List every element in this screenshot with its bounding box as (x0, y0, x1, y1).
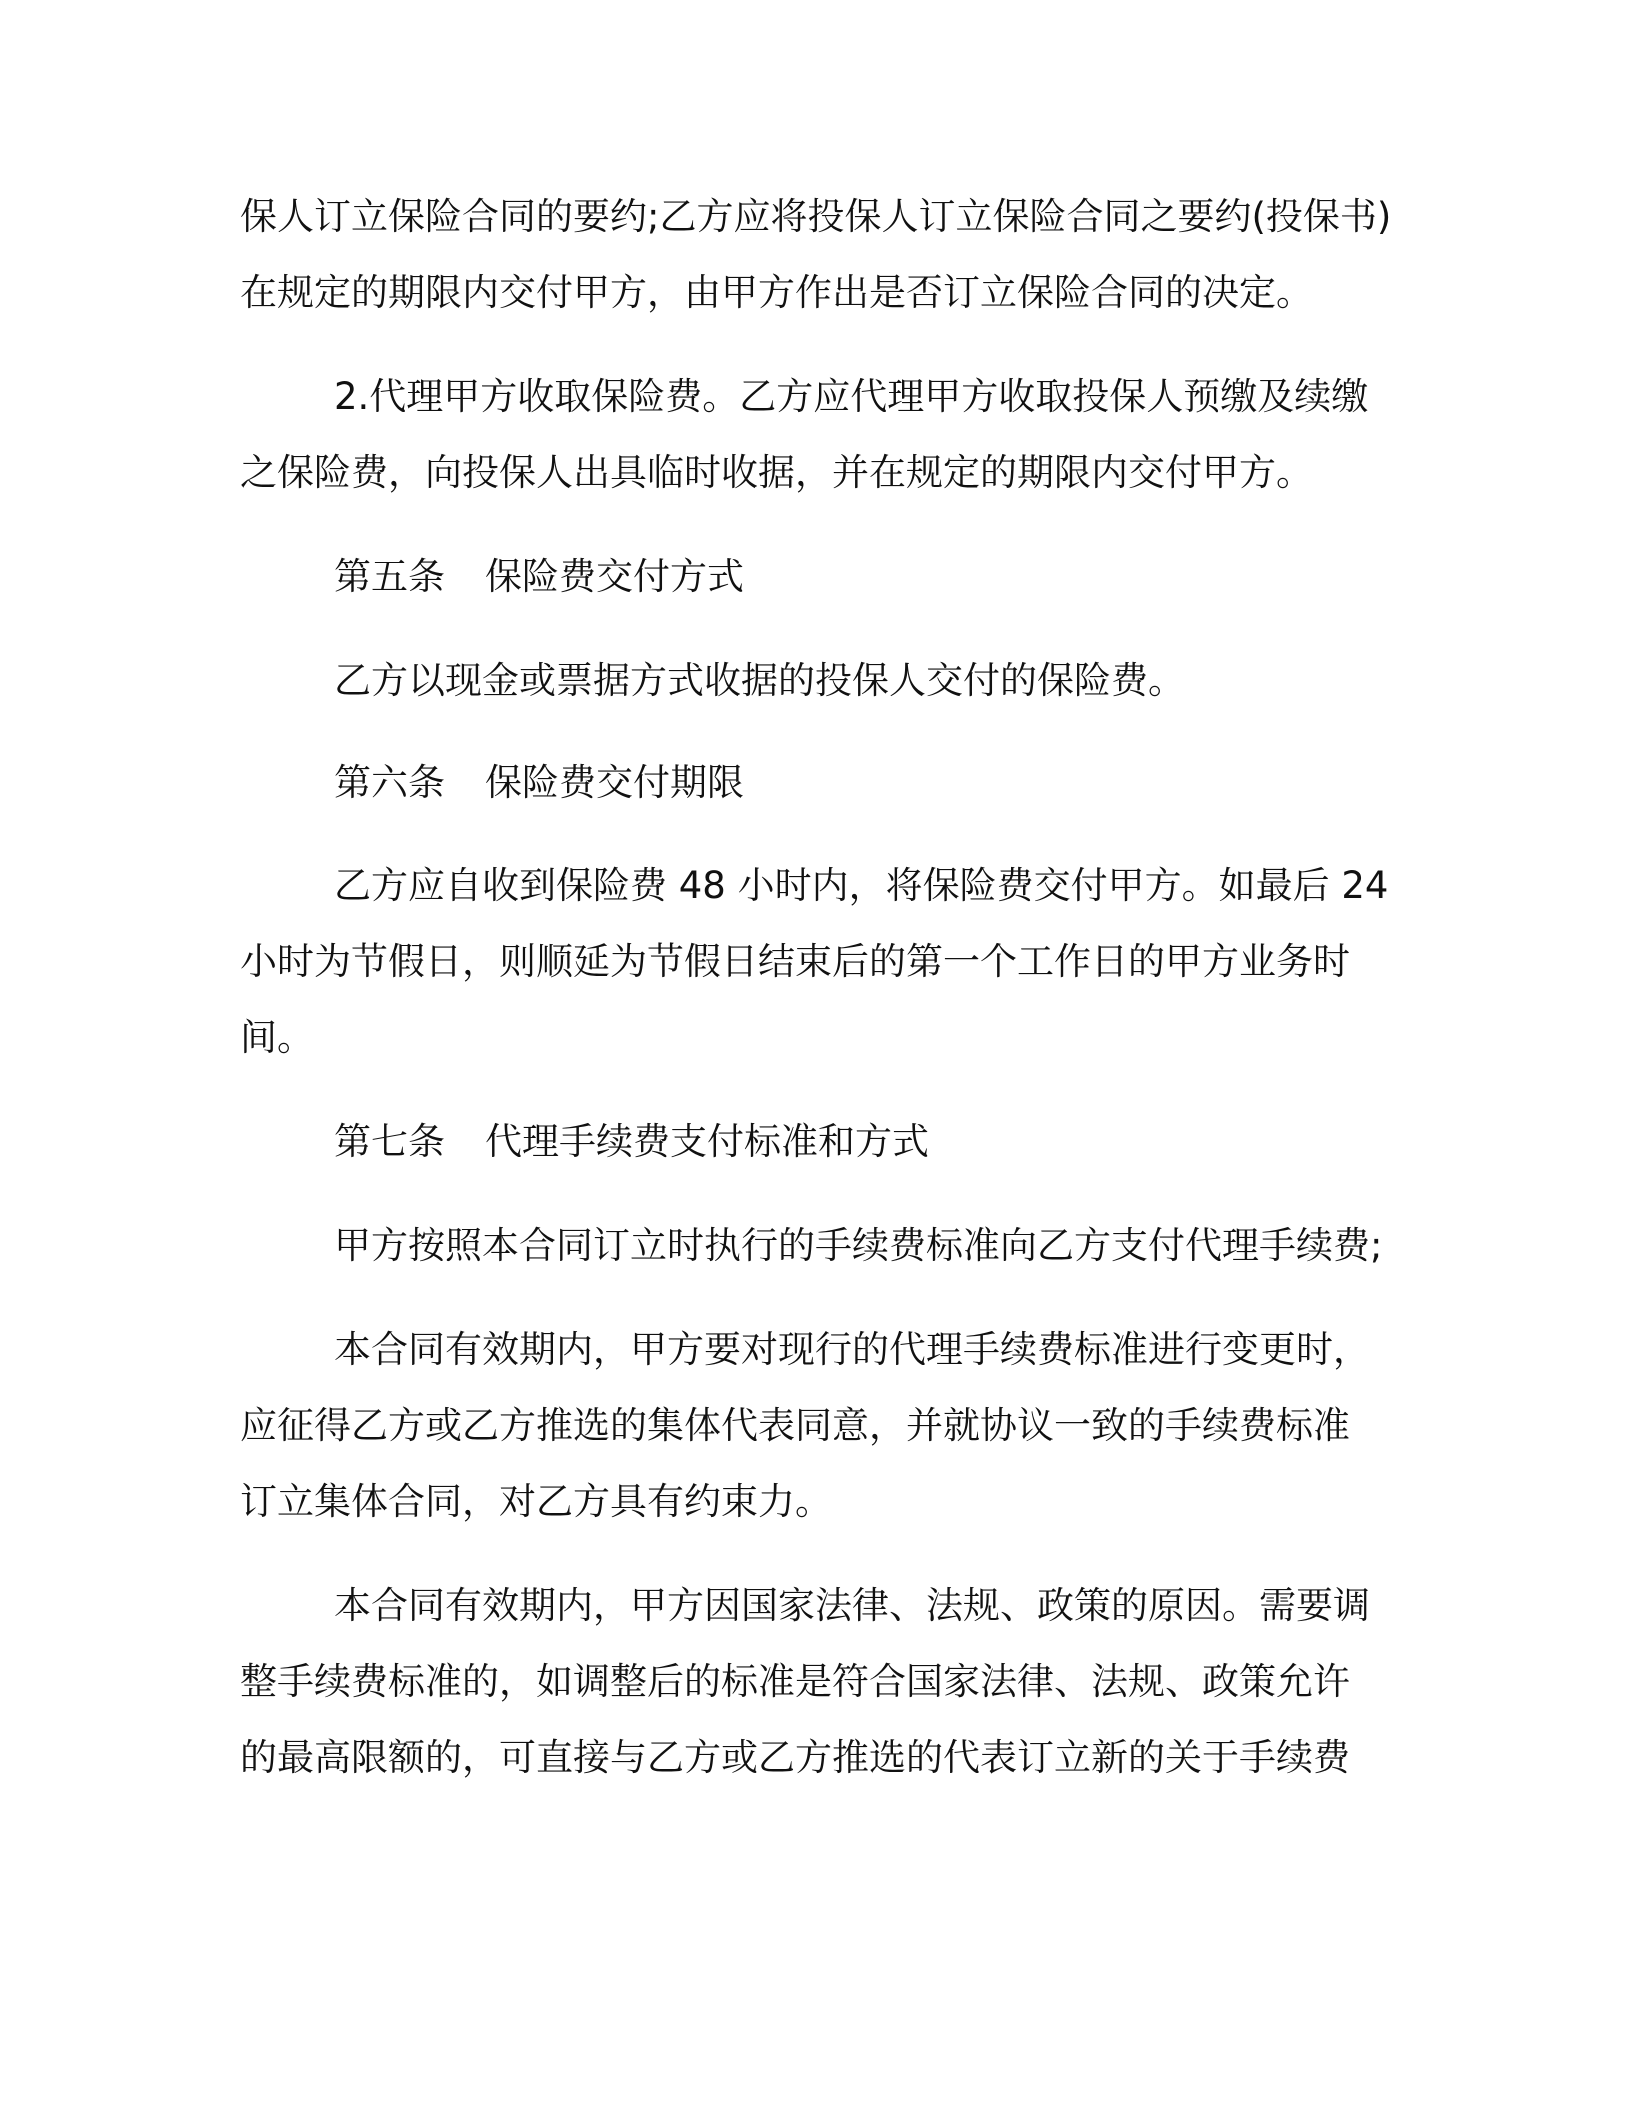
article-title: 保险费交付方式 (485, 555, 744, 598)
paragraph-line: 应征得乙方或乙方推选的集体代表同意，并就协议一致的手续费标准 (240, 1404, 1350, 1447)
paragraph-line: 本合同有效期内，甲方因国家法律、法规、政策的原因。需要调 (334, 1584, 1370, 1627)
paragraph-line: 乙方以现金或票据方式收据的投保人交付的保险费。 (334, 659, 1185, 702)
article-title: 保险费交付期限 (485, 761, 744, 804)
article-number: 第六条 (334, 761, 445, 804)
article-number: 第七条 (334, 1120, 445, 1163)
article-title: 代理手续费支付标准和方式 (485, 1120, 929, 1163)
paragraph-line: 2.代理甲方收取保险费。乙方应代理甲方收取投保人预缴及续缴 (334, 375, 1369, 418)
paragraph-line: 小时为节假日，则顺延为节假日结束后的第一个工作日的甲方业务时 (240, 940, 1350, 983)
paragraph-line: 订立集体合同，对乙方具有约束力。 (240, 1480, 832, 1523)
paragraph-line: 本合同有效期内，甲方要对现行的代理手续费标准进行变更时， (334, 1328, 1370, 1371)
paragraph-line: 间。 (240, 1016, 314, 1059)
article-heading (334, 1120, 929, 1164)
paragraph-line: 的最高限额的，可直接与乙方或乙方推选的代表订立新的关于手续费 (240, 1736, 1350, 1779)
paragraph-line: 整手续费标准的，如调整后的标准是符合国家法律、法规、政策允许 (240, 1660, 1350, 1703)
paragraph-line: 在规定的期限内交付甲方，由甲方作出是否订立保险合同的决定。 (240, 271, 1313, 314)
article-heading (334, 761, 744, 805)
paragraph-line: 之保险费，向投保人出具临时收据，并在规定的期限内交付甲方。 (240, 451, 1313, 494)
paragraph-line: 乙方应自收到保险费 48 小时内，将保险费交付甲方。如最后 24 (334, 864, 1389, 907)
paragraph-line: 甲方按照本合同订立时执行的手续费标准向乙方支付代理手续费; (334, 1224, 1383, 1267)
article-number: 第五条 (334, 555, 445, 598)
paragraph-line: 保人订立保险合同的要约;乙方应将投保人订立保险合同之要约(投保书) (240, 195, 1392, 238)
article-heading (334, 555, 744, 599)
